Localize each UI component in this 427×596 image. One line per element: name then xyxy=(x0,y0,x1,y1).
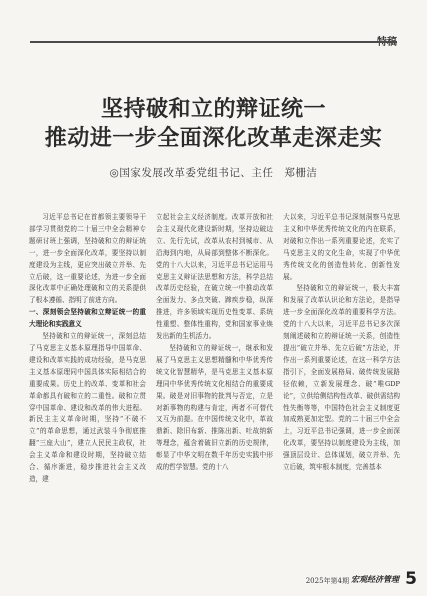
section-heading: 一、深刻领会坚持破和立辩证统一的重大理论和实践意义 xyxy=(29,308,146,329)
paragraph: 坚持破和立的辩证统一，极大丰富和发展了改革认识论和方法论，是指导进一步全面深化改革的重要科学方法。党的十八大以来，习近平总书记多次深刻阐述破和立的辩证统一关系，创造性提出“破立并举、先立后破”方法论，并作出一系列重要论述，在这一科学方法指引下，全面发展格局、破传统发展路径依赖，立新发展理念、破“唯GDP论”，立供给侧结构性改革、破供需结构性失衡等等，中国特色社会主义制度更加成熟更加定型。党的二十届三中全会上，习近平总书记强调，进一步全面深化改革，要坚持以制度建设为主线，加强顶层设计、总体谋划，破立并举、先立后破，筑牢根本制度，完善基本 xyxy=(283,284,400,472)
paragraph: 坚持破和立的辩证统一，深刻总结了马克思主义基本原理指导中国革命、建设和改革实践的成功经验，是马克思主义基本原理同中国具体实际相结合的重要成果。历史上的改革、变革和社会革命都具有破和立的二重性。破和立贯穿中国革命、建设和改革的伟大进程。新民主主义革命时期，坚持“不破不立”的革命思想，通过武装斗争彻底推翻“三座大山”，建立人民民主政权，社会主义革命和建设时期，坚持破立结合、循序渐进，稳步推进社会主义改造，建 xyxy=(29,332,146,483)
article-body xyxy=(29,212,400,568)
column-1 xyxy=(29,212,146,568)
page-number: 5 xyxy=(405,569,417,589)
issue-label: 2025年第4期 xyxy=(305,577,349,585)
paragraph: 坚持破和立的辩证统一，继承和发展了马克思主义思想精髓和中华优秀传统文化智慧精华，是马克思主义基本原理同中华优秀传统文化相结合的重要成果。破是对旧事物的批判与否定，立是对新事物的构建与肯定，两者不可替代又互为前提。在中国传统文化中，革故鼎新、除旧布新、推陈出新、吐故纳新等理念，蕴含着破旧立新的历史规律，彰显了中华文明在数千年历史实践中形成的哲学智慧。党的十八 xyxy=(156,343,273,472)
journal-name: 宏观经济管理 xyxy=(351,574,399,584)
header-rule xyxy=(30,41,397,43)
column-3 xyxy=(283,212,400,568)
article-title-line2: 推动进一步全面深化改革走深走实 xyxy=(44,126,383,151)
page-header xyxy=(0,0,427,46)
paragraph: 习近平总书记在首都领主要领导干部学习贯彻党的二十届三中全会精神专题研讨班上强调，坚持破和立的辩证统一，进一步全面深化改革，要坚持以制度建设为主线，更应突出破立并举、先立后破，这一重要论述，为进一步全面深化改革中正确处理破和立的关系提供了根本遵循、指明了前进方向。 xyxy=(29,213,146,305)
author-byline: ◎国家发展改革委党组书记、主任 郑栅洁 xyxy=(109,167,318,179)
paragraph: 大以来，习近平总书记深刻洞察马克思主义和中华优秀传统文化的内在联系，对破和立作出一系列重要论述，充实了马克思主义的文化生命，实现了中华优秀传统文化的创造性转化、创新性发展。 xyxy=(283,213,400,281)
article-title-line1: 坚持破和立的辩证统一 xyxy=(100,97,326,122)
column-2 xyxy=(156,212,273,568)
page-footer xyxy=(0,568,427,596)
paragraph: 立起社会主义经济制度。改革开放和社会主义现代化建设新时期，坚持边破边立、先行先试，改革从农村到城市、从沿海到内地，从局部到整体不断深化。党的十八大以来，习近平总书记运用马克思主义辩证法思想和方法，科学总结改革历史经验，在破立统一中推动改革全面发力、多点突破、蹄疾步稳，纵深推进，许多领域实现历史性变革、系统性重塑、整体性重构，党和国家事业焕发出新的生机活力。 xyxy=(156,213,273,341)
